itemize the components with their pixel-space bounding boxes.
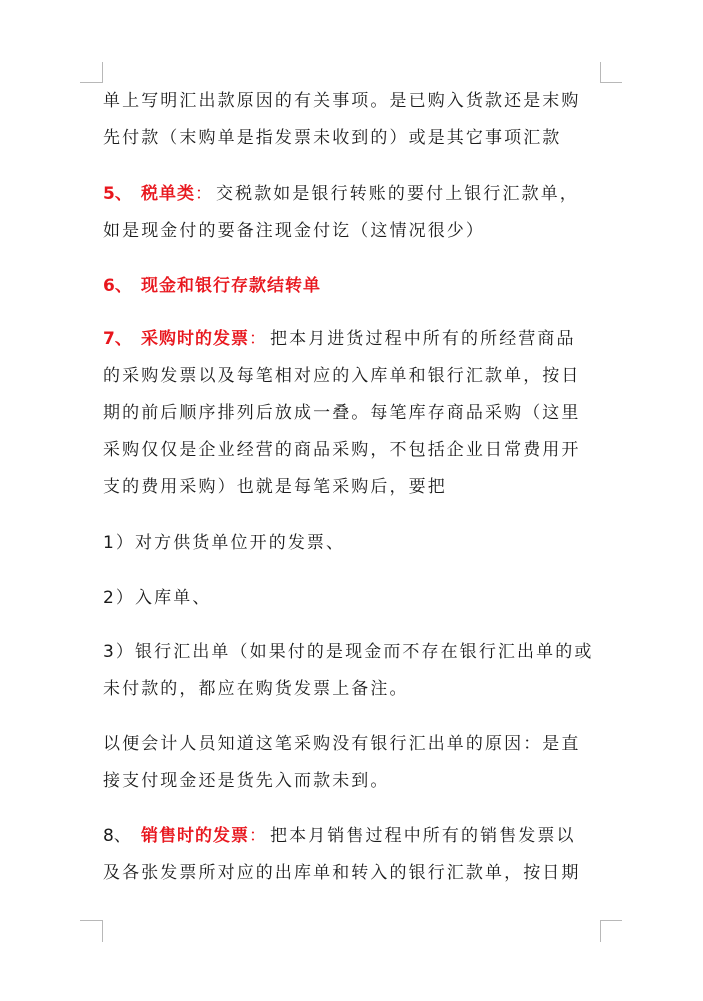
item-6-line: [103, 275, 321, 297]
item-7-line-1: [103, 328, 576, 350]
item-7-title: 采购时的发票: [141, 329, 249, 349]
crop-mark-top-right-vertical: [600, 62, 601, 83]
item-6-number: 6、: [103, 276, 132, 296]
crop-mark-top-left-vertical: [102, 62, 103, 83]
item-8-text-1: 把本月销售过程中所有的销售发票以: [270, 826, 576, 846]
item-5-colon: ：: [195, 184, 212, 204]
item-5-line-2: 如是现金付的要备注现金付讫（这情况很少）: [103, 221, 485, 241]
item-5-line-1: [103, 183, 579, 205]
item-7-line-3: 期的前后顺序排列后放成一叠。每笔库存商品采购（这里: [103, 403, 581, 423]
sub-item-3-line-1: 3）银行汇出单（如果付的是现金而不存在银行汇出单的或: [103, 642, 594, 662]
reason-paragraph-line-2: 接支付现金还是货先入而款未到。: [103, 771, 390, 791]
sub-item-2: 2）入库单、: [103, 588, 212, 608]
item-8-number: 8、: [103, 826, 131, 846]
item-7-number: 7、: [103, 329, 132, 349]
item-8-line-2: 及各张发票所对应的出库单和转入的银行汇款单，按日期: [103, 863, 581, 883]
sub-item-1: 1）对方供货单位开的发票、: [103, 533, 346, 553]
crop-mark-top-left-horizontal: [80, 82, 102, 83]
crop-mark-top-right-horizontal: [600, 82, 622, 83]
crop-mark-bottom-right-vertical: [600, 920, 601, 942]
item-8-colon: ：: [249, 826, 266, 846]
item-7-colon: ：: [249, 329, 266, 349]
item-7-text-1: 把本月进货过程中所有的所经营商品: [270, 329, 576, 349]
paragraph-continuation-line-2: 先付款（末购单是指发票未收到的）或是其它事项汇款: [103, 128, 562, 148]
item-5-text-1: 交税款如是银行转账的要付上银行汇款单，: [216, 184, 579, 204]
item-7-line-2: 的采购发票以及每笔相对应的入库单和银行汇款单，按日: [103, 366, 581, 386]
item-7-line-4: 采购仅仅是企业经营的商品采购，不包括企业日常费用开: [103, 440, 581, 460]
crop-mark-bottom-right-horizontal: [600, 920, 622, 921]
item-8-line-1: [103, 825, 576, 847]
item-6-title: 现金和银行存款结转单: [141, 276, 321, 296]
item-5-title: 税单类: [141, 184, 195, 204]
item-5-number: 5、: [103, 184, 132, 204]
item-7-line-5: 支的费用采购）也就是每笔采购后，要把: [103, 477, 447, 497]
sub-item-3-line-2: 未付款的，都应在购货发票上备注。: [103, 679, 409, 699]
paragraph-continuation-line-1: 单上写明汇出款原因的有关事项。是已购入货款还是末购: [103, 91, 581, 111]
item-8-title: 销售时的发票: [141, 826, 249, 846]
crop-mark-bottom-left-vertical: [102, 920, 103, 942]
reason-paragraph-line-1: 以便会计人员知道这笔采购没有银行汇出单的原因：是直: [103, 734, 581, 754]
crop-mark-bottom-left-horizontal: [80, 920, 102, 921]
